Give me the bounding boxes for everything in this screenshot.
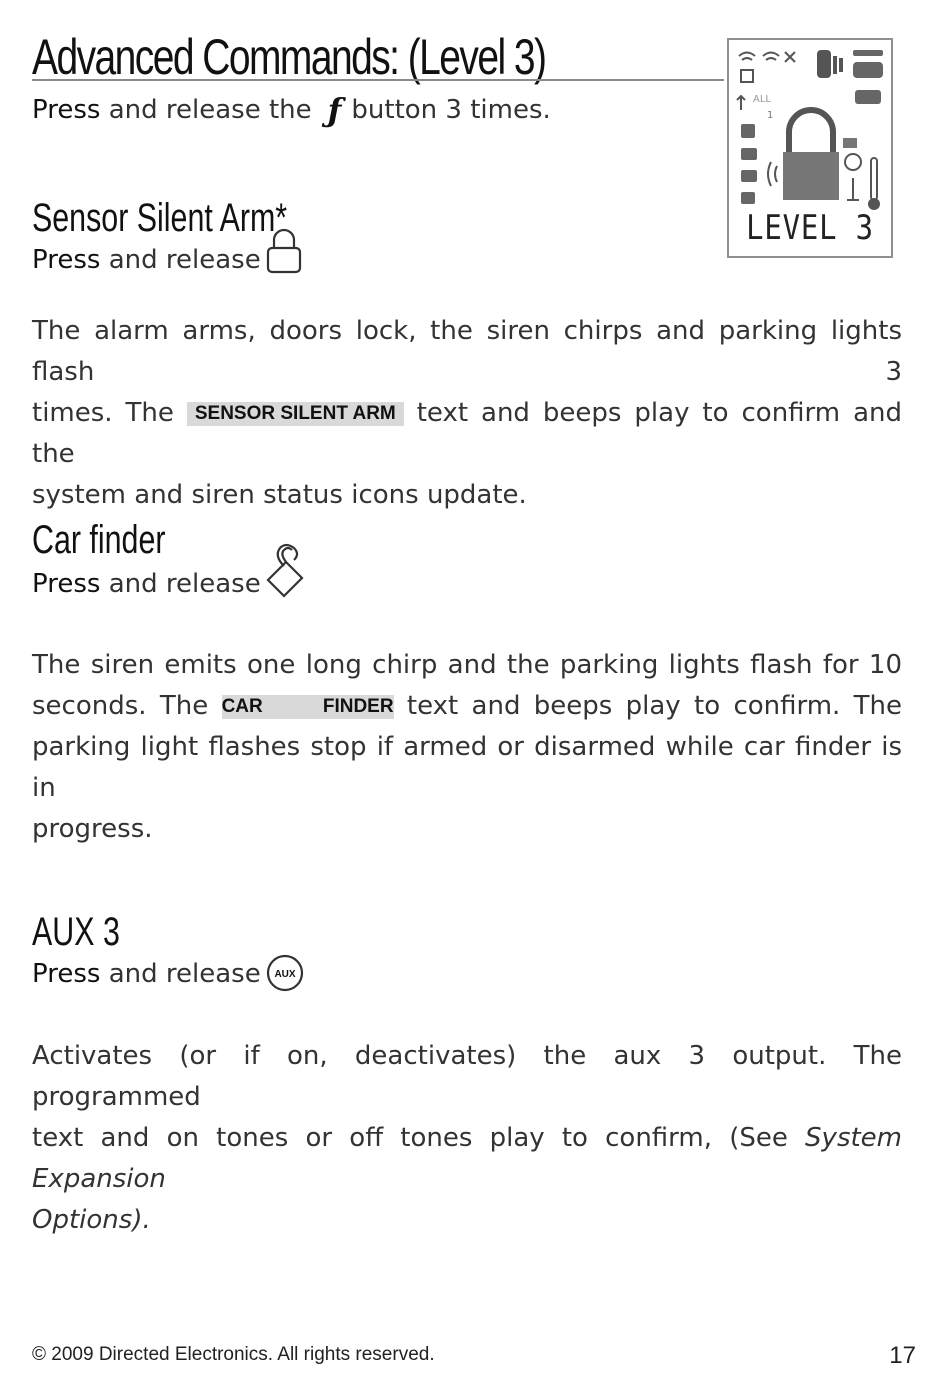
car-finder-instruction: Press and release [32,569,261,599]
remote-lcd-display [727,38,893,258]
trunk-key-icon [262,540,306,598]
car-finder-heading: Car finder [32,518,166,562]
lock-icon [264,224,304,276]
page-number: 17 [889,1342,916,1369]
sensor-silent-arm-description: The alarm arms, doors lock, the siren chirps and parking lights flash 3 times. The SENSOR SILENT ARM text and beeps play to confirm and the system and siren status icons update. [32,316,902,510]
svg-text:1: 1 [767,110,774,121]
aux3-instruction: Press and release [32,959,261,989]
sensor-silent-arm-display-tag: SENSOR SILENT ARM [187,402,404,426]
copyright-notice: © 2009 Directed Electronics. All rights reserved. [32,1344,435,1365]
sensor-silent-arm-instruction: Press and release [32,245,261,275]
car-finder-display-tag: CAR FINDER [221,696,394,717]
intro-text-before: and release the [108,95,312,125]
svg-text:ALL: ALL [753,94,771,105]
intro-instruction [32,91,551,129]
car-finder-description: The siren emits one long chirp and the parking lights flash for 10 seconds. The CAR FINDER text and beeps play to confirm. The parking light flashes stop if armed or disarmed while car finder is in progress. [32,650,903,844]
aux-button-icon [265,953,305,993]
aux3-heading: AUX 3 [32,910,120,954]
intro-text-after: button 3 times. [351,95,551,125]
title-underline [32,79,724,81]
function-button-icon: ƒ [327,91,342,129]
page-title: Advanced Commands: (Level 3) [32,29,546,85]
lcd-level-label: LEVEL 3 [746,208,874,248]
intro-press: Press [32,95,101,125]
sensor-silent-arm-heading: Sensor Silent Arm* [32,196,288,240]
aux3-description: Activates (or if on, deactivates) the aux 3 output. The programmed text and on tones or off tones play to confirm, (See System Expansion Options). [32,1041,903,1235]
svg-text:AUX: AUX [274,969,296,980]
